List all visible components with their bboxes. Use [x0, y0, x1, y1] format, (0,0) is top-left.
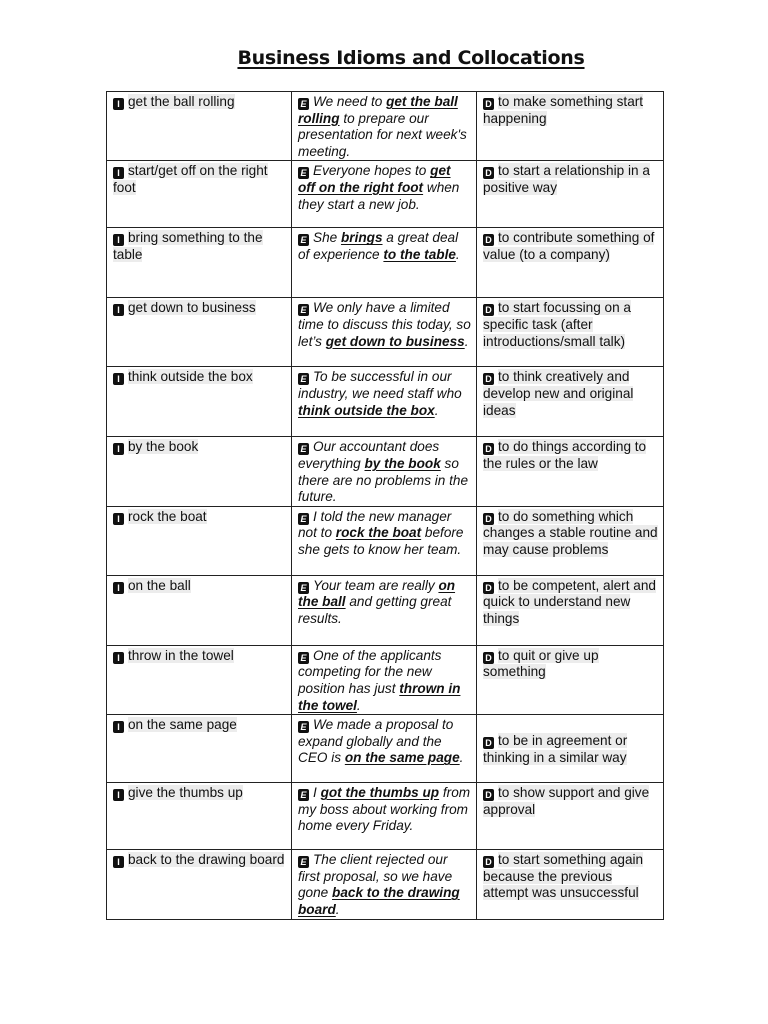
example-marker-icon: E [298, 234, 309, 246]
definition-text: to contribute something of value (to a company) [483, 230, 655, 262]
definition-marker-icon: D [483, 167, 494, 179]
example-text: when they start a new job. [298, 179, 460, 212]
definition-wrap [483, 578, 656, 626]
example-text: . [464, 333, 469, 349]
idiom-text: give the thumbs up [128, 785, 243, 801]
example-text: Our accountant does everything [298, 439, 440, 471]
definition-cell [477, 367, 664, 437]
definition-cell [477, 161, 664, 228]
idiom-text: on the ball [128, 577, 191, 593]
example-marker-icon: E [298, 513, 309, 525]
definition-marker-icon: D [483, 513, 494, 525]
idiom-cell [107, 575, 292, 645]
example-cell [292, 850, 477, 920]
idiom-marker-icon: I [113, 234, 124, 246]
example-marker-icon: E [298, 652, 309, 664]
definition-marker-icon: D [483, 98, 494, 110]
idiom-highlight: rock the boat [335, 525, 422, 541]
idiom-row [107, 850, 664, 920]
idiom-marker-icon: I [113, 443, 124, 455]
idiom-highlight: on the ball [298, 577, 456, 610]
idiom-cell [107, 92, 292, 161]
definition-text: to be competent, alert and quick to understand new things [483, 577, 656, 626]
example-text: One of the applicants competing for the new position has just [298, 647, 442, 696]
definition-text: to do something which changes a stable routine and may cause problems [483, 508, 658, 557]
example-marker-icon: E [298, 721, 309, 733]
definition-cell [477, 437, 664, 506]
example-text: a great deal of experience [298, 230, 459, 262]
idiom-text: rock the boat [128, 508, 207, 524]
definition-wrap [483, 163, 650, 195]
definition-wrap [483, 230, 654, 262]
document-title: Business Idioms and Collocations [237, 47, 585, 69]
idiom-row [107, 575, 664, 645]
idiom-highlight: got the thumbs up [320, 785, 440, 801]
idiom-row [107, 92, 664, 161]
idiom-marker-icon: I [113, 167, 124, 179]
idiom-text: get the ball rolling [128, 94, 235, 109]
idiom-row [107, 715, 664, 783]
idiom-row [107, 437, 664, 506]
definition-cell [477, 228, 664, 298]
definition-cell [477, 506, 664, 575]
definition-text: to make something start happening [483, 94, 644, 126]
example-text: We need to [313, 94, 387, 109]
idiom-highlight: get off on the right foot [298, 163, 451, 195]
example-cell [292, 92, 477, 161]
definition-cell [477, 783, 664, 850]
idiom-highlight: get the ball rolling [298, 94, 458, 126]
idioms-table-body [107, 92, 664, 920]
idiom-cell [107, 850, 292, 920]
definition-cell [477, 298, 664, 367]
example-text: I told the new manager not to [298, 508, 452, 541]
definition-text: to quit or give up something [483, 647, 599, 680]
definition-wrap [483, 717, 658, 766]
definition-wrap [483, 509, 658, 557]
example-cell [292, 298, 477, 367]
idiom-row [107, 228, 664, 298]
example-marker-icon: E [298, 373, 309, 385]
example-cell [292, 367, 477, 437]
idiom-row [107, 645, 664, 714]
idiom-row [107, 161, 664, 228]
idiom-cell [107, 783, 292, 850]
definition-marker-icon: D [483, 789, 494, 801]
definition-wrap [483, 300, 631, 348]
idiom-text: get down to business [128, 300, 256, 316]
definition-marker-icon: D [483, 443, 494, 455]
definition-text: to show support and give approval [483, 785, 650, 817]
example-cell [292, 506, 477, 575]
example-marker-icon: E [298, 789, 309, 801]
idiom-marker-icon: I [113, 856, 124, 868]
definition-marker-icon: D [483, 373, 494, 385]
definition-cell [477, 715, 664, 783]
example-cell [292, 161, 477, 228]
definition-text: to think creatively and develop new and original ideas [483, 369, 634, 418]
example-text: and getting great results. [298, 594, 452, 626]
definition-cell [477, 645, 664, 714]
example-cell [292, 715, 477, 783]
example-marker-icon: E [298, 856, 309, 868]
definition-text: to be in agreement or thinking in a similar way [483, 733, 628, 765]
idiom-marker-icon: I [113, 652, 124, 664]
idiom-marker-icon: I [113, 513, 124, 525]
example-text: . [335, 901, 340, 917]
example-text: . [459, 750, 464, 766]
example-marker-icon: E [298, 582, 309, 594]
definition-text: to start a relationship in a positive way [483, 163, 650, 195]
definition-marker-icon: D [483, 737, 494, 749]
example-text: We made a proposal to expand globally and the CEO is [298, 717, 454, 766]
example-marker-icon: E [298, 98, 309, 110]
example-marker-icon: E [298, 304, 309, 316]
idiom-row [107, 783, 664, 850]
idiom-text: throw in the towel [128, 647, 234, 663]
idiom-cell [107, 367, 292, 437]
definition-wrap [483, 94, 643, 126]
definition-text: to start focussing on a specific task (after introductions/small talk) [483, 300, 631, 349]
idiom-marker-icon: I [113, 582, 124, 594]
idiom-marker-icon: I [113, 721, 124, 733]
example-marker-icon: E [298, 167, 309, 179]
definition-wrap [483, 369, 633, 417]
example-cell [292, 645, 477, 714]
idiom-marker-icon: I [113, 373, 124, 385]
example-marker-icon: E [298, 443, 309, 455]
definition-text: to do things according to the rules or the law [483, 439, 647, 471]
idiom-highlight: back to the drawing board [298, 885, 460, 917]
idiom-cell [107, 437, 292, 506]
example-text: to prepare our presentation for next week's meeting. [298, 110, 467, 159]
idiom-marker-icon: I [113, 98, 124, 110]
example-text: She [313, 230, 341, 246]
idiom-marker-icon: I [113, 789, 124, 801]
idiom-text: think outside the box [128, 369, 253, 385]
definition-wrap [483, 852, 643, 900]
definition-marker-icon: D [483, 856, 494, 868]
idiom-highlight: on the same page [344, 750, 460, 766]
idiom-highlight: thrown in the towel [298, 680, 461, 713]
idiom-text: back to the drawing board [128, 852, 285, 868]
idiom-highlight: brings [340, 230, 383, 246]
example-text: . [455, 246, 460, 262]
idiom-row [107, 367, 664, 437]
example-text: To be successful in our industry, we need staff who [298, 369, 462, 401]
idiom-cell [107, 715, 292, 783]
example-text: . [434, 402, 439, 418]
idiom-text: on the same page [128, 717, 237, 733]
idiom-text: bring something to the table [113, 230, 263, 262]
definition-wrap [483, 785, 649, 817]
idiom-cell [107, 298, 292, 367]
example-cell [292, 575, 477, 645]
definition-wrap [483, 648, 599, 680]
idiom-text: start/get off on the right foot [113, 163, 268, 195]
definition-marker-icon: D [483, 652, 494, 664]
definition-cell [477, 850, 664, 920]
idiom-highlight: get down to business [325, 333, 465, 349]
definition-cell [477, 92, 664, 161]
example-text: We only have a limited time to discuss this today, so let’s [298, 300, 471, 349]
example-text: Everyone hopes to [313, 163, 431, 179]
idiom-text: by the book [128, 439, 199, 455]
example-text: from my boss about working from home every Friday. [298, 785, 471, 834]
definition-marker-icon: D [483, 304, 494, 316]
example-cell [292, 437, 477, 506]
example-text: The client rejected our first proposal, so we have gone [298, 852, 453, 901]
definition-wrap [483, 439, 646, 471]
idiom-cell [107, 228, 292, 298]
example-text: . [356, 697, 361, 713]
idiom-row [107, 298, 664, 367]
idiom-highlight: by the book [364, 455, 441, 471]
definition-cell [477, 575, 664, 645]
definition-text: to start something again because the previous attempt was unsuccessful [483, 852, 644, 901]
example-text: so there are no problems in the future. [298, 455, 469, 505]
idiom-highlight: think outside the box [298, 402, 435, 418]
example-cell [292, 783, 477, 850]
example-text: Your team are really [313, 577, 439, 593]
idioms-table [106, 91, 664, 920]
example-text: before she gets to know her team. [298, 525, 464, 557]
idiom-cell [107, 506, 292, 575]
example-text: I [313, 785, 321, 801]
example-cell [292, 228, 477, 298]
idiom-row [107, 506, 664, 575]
idiom-cell [107, 645, 292, 714]
idiom-highlight: to the table [383, 246, 456, 262]
idiom-cell [107, 161, 292, 228]
idiom-marker-icon: I [113, 304, 124, 316]
definition-marker-icon: D [483, 234, 494, 246]
definition-marker-icon: D [483, 582, 494, 594]
